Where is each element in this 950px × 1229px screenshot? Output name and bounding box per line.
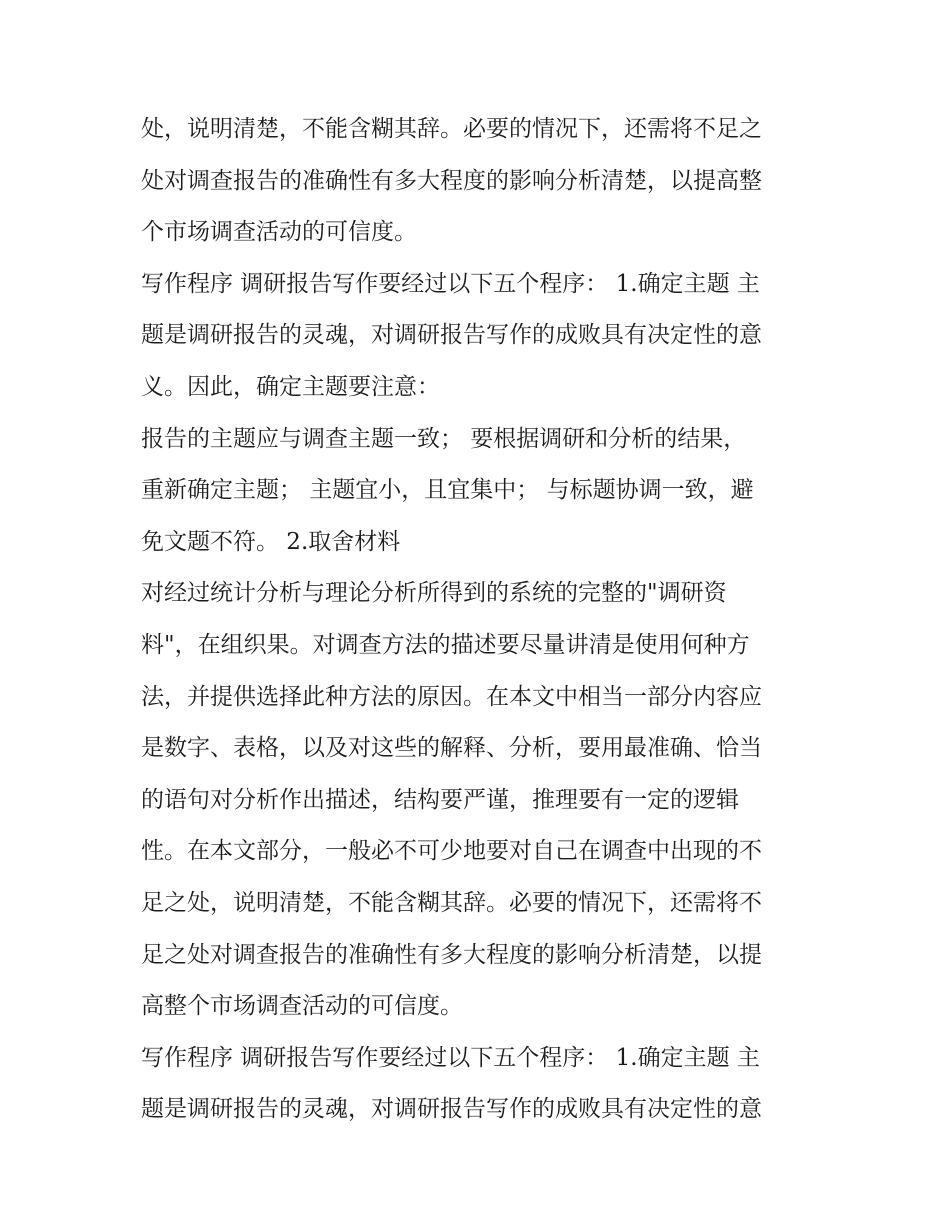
text-line: 题是调研报告的灵魂，对调研报告写作的成败具有决定性的意 bbox=[141, 1096, 762, 1123]
document-body bbox=[141, 104, 821, 1136]
text-line: 是数字、表格，以及对这些的解释、分析，要用最准确、恰当 bbox=[141, 735, 762, 762]
text-line: 的语句对分析作出描述，结构要严谨，推理要有一定的逻辑 bbox=[141, 786, 739, 813]
text-line: 写作程序 调研报告写作要经过以下五个程序： 1.确定主题 主 bbox=[141, 1044, 760, 1071]
text-line: 高整个市场调查活动的可信度。 bbox=[141, 993, 463, 1020]
text-line: 料"，在组织果。对调查方法的描述要尽量讲清是使用何种方 bbox=[141, 631, 750, 658]
text-line: 报告的主题应与调查主题一致； 要根据调研和分析的结果， bbox=[141, 425, 747, 452]
text-line: 免文题不符。 2.取舍材料 bbox=[141, 528, 401, 555]
text-line: 义。因此，确定主题要注意： bbox=[141, 373, 440, 400]
text-line: 足之处对调查报告的准确性有多大程度的影响分析清楚，以提 bbox=[141, 941, 762, 968]
text-line: 处，说明清楚，不能含糊其辞。必要的情况下，还需将不足之 bbox=[141, 116, 762, 142]
text-line: 性。在本文部分，一般必不可少地要对自己在调查中出现的不 bbox=[141, 838, 762, 865]
text-line: 处对调查报告的准确性有多大程度的影响分析清楚，以提高整 bbox=[141, 167, 762, 194]
text-line: 写作程序 调研报告写作要经过以下五个程序： 1.确定主题 主 bbox=[141, 270, 760, 297]
text-line: 重新确定主题； 主题宜小，且宜集中； 与标题协调一致，避 bbox=[141, 477, 754, 504]
text-line: 个市场调查活动的可信度。 bbox=[141, 219, 417, 246]
text-line: 题是调研报告的灵魂，对调研报告写作的成败具有决定性的意 bbox=[141, 322, 762, 349]
text-line: 对经过统计分析与理论分析所得到的系统的完整的"调研资 bbox=[141, 580, 727, 607]
text-line: 法，并提供选择此种方法的原因。在本文中相当一部分内容应 bbox=[141, 683, 762, 710]
text-line: 足之处，说明清楚，不能含糊其辞。必要的情况下，还需将不 bbox=[141, 889, 762, 916]
